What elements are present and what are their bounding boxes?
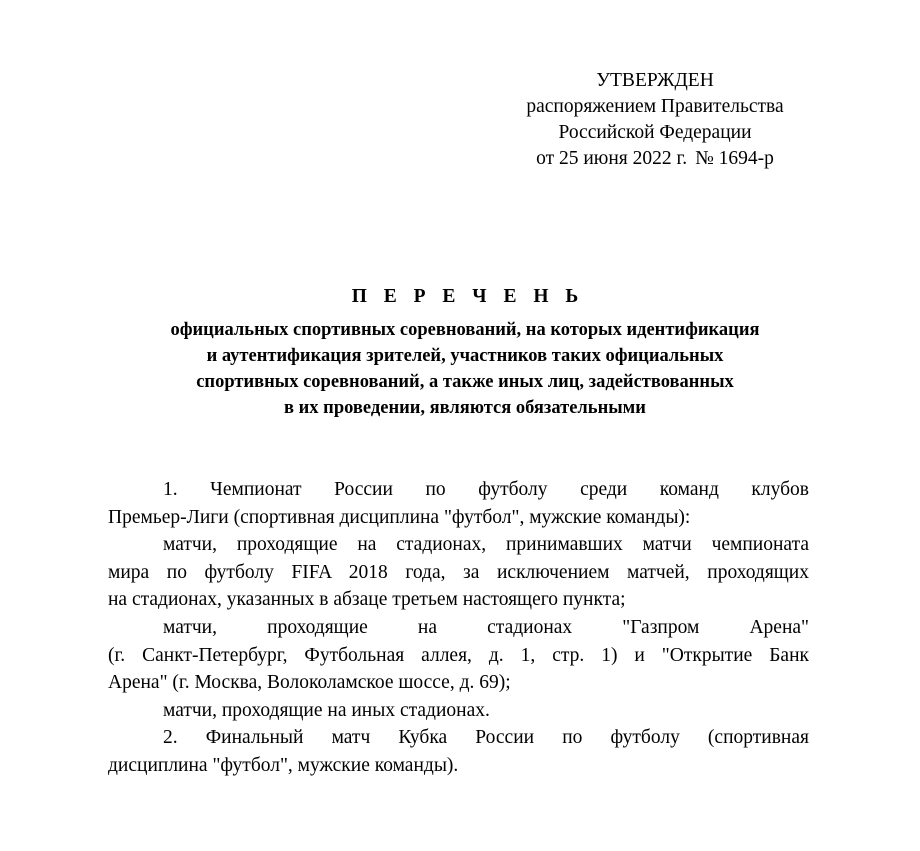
approval-title: УТВЕРЖДЕН	[596, 70, 714, 91]
list-item-1	[108, 476, 809, 724]
document-heading	[105, 284, 825, 421]
subtitle-line: и аутентификация зрителей, участников таких официальных	[206, 346, 724, 366]
item-1-heading-line-2: Премьер-Лиги (спортивная дисциплина "футбол", мужские команды):	[108, 506, 691, 528]
item-2-line-2: дисциплина "футбол", мужские команды).	[108, 754, 459, 776]
document-subtitle	[105, 317, 825, 421]
approval-stamp	[480, 68, 830, 172]
subtitle-line: в их проведении, являются обязательными	[284, 398, 646, 418]
item-1-clause-2-line-1: матчи, проходящие на стадионах "Газпром Арена"	[163, 616, 809, 638]
document-title: П Е Р Е Ч Е Н Ь	[351, 286, 585, 307]
approval-date-number	[480, 146, 830, 172]
approval-authority: распоряжением Правительства	[526, 96, 784, 117]
item-1-heading-line-1: 1. Чемпионат России по футболу среди команд клубов	[163, 479, 809, 500]
item-1-clause-3: матчи, проходящие на иных стадионах.	[163, 699, 490, 721]
subtitle-line: спортивных соревнований, а также иных лиц, задействованных	[196, 372, 734, 392]
list-item-2	[108, 724, 809, 779]
item-1-clause-2-line-2: (г. Санкт-Петербург, Футбольная аллея, д. 1, стр. 1) и "Открытие Банк	[108, 644, 809, 666]
item-1-clause-1-line-1: матчи, проходящие на стадионах, принимавших матчи чемпионата	[163, 534, 809, 556]
approval-authority-country: Российской Федерации	[558, 122, 752, 143]
subtitle-line: официальных спортивных соревнований, на которых идентификация	[170, 320, 760, 340]
item-1-clause-1-line-2: мира по футболу FIFA 2018 года, за исключением матчей, проходящих	[108, 561, 809, 583]
document-body	[108, 476, 809, 780]
item-2-line-1: 2. Финальный матч Кубка России по футболу (спортивная	[163, 727, 809, 749]
approval-number: № 1694-р	[695, 148, 774, 169]
approval-date: от 25 июня 2022 г.	[536, 148, 688, 169]
item-1-clause-2-line-3: Арена" (г. Москва, Волоколамское шоссе, д. 69);	[108, 672, 511, 694]
item-1-clause-1-line-3: на стадионах, указанных в абзаце третьем настоящего пункта;	[108, 589, 626, 611]
